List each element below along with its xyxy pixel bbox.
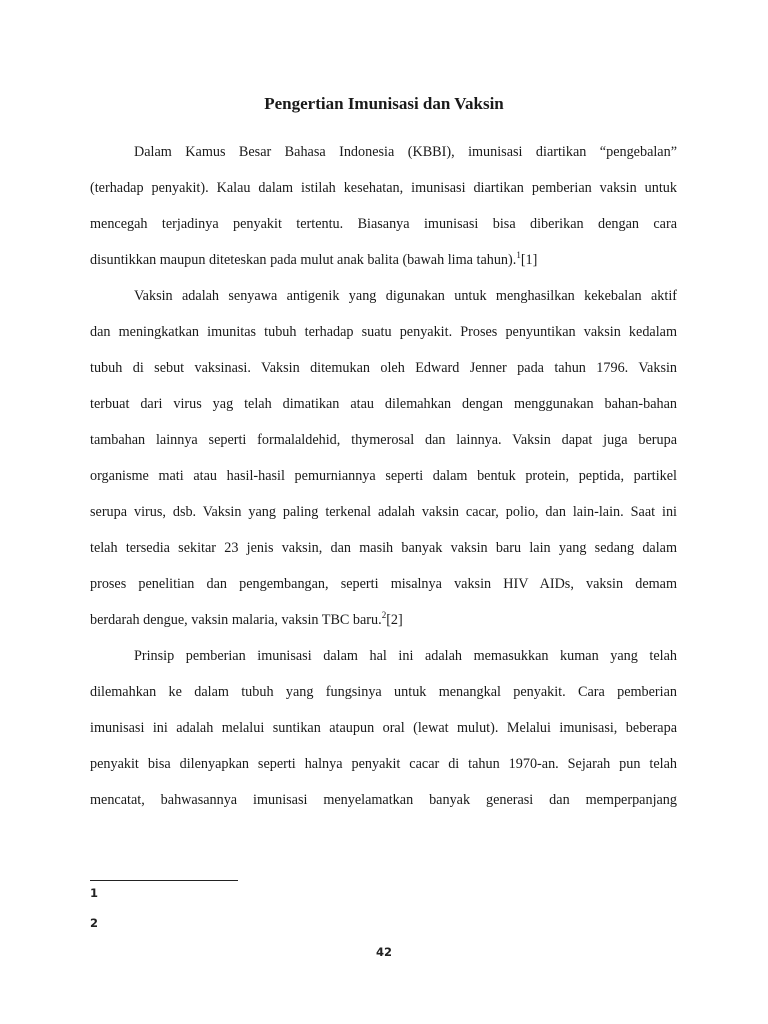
footnote-mark[interactable]: 2 <box>381 610 387 620</box>
text-line <box>90 610 677 630</box>
text-line-content: disuntikkan maupun diteteskan pada mulut anak balita (bawah lima tahun). <box>90 252 517 268</box>
text-line: mencatat, bahwasannya imunisasi menyelamatkan banyak generasi dan memperpanjang <box>90 792 677 808</box>
text-line: dan meningkatkan imunitas tubuh terhadap suatu penyakit. Proses penyuntikan vaksin kedalam <box>90 324 677 340</box>
citation-ref[interactable]: [1] <box>520 252 538 268</box>
text-line: organisme mati atau hasil-hasil pemurniannya seperti dalam bentuk protein, peptida, partikel <box>90 468 677 484</box>
footnote-number: 1 <box>90 886 99 900</box>
page-title: Pengertian Imunisasi dan Vaksin <box>264 94 504 113</box>
text-line: terbuat dari virus yag telah dimatikan atau dilemahkan dengan menggunakan bahan-bahan <box>90 396 677 412</box>
footnote-number: 2 <box>90 916 99 930</box>
footnote-mark[interactable]: 1 <box>516 250 521 260</box>
text-line: (terhadap penyakit). Kalau dalam istilah kesehatan, imunisasi diartikan pemberian vaksin untuk <box>90 180 677 196</box>
text-line: serupa virus, dsb. Vaksin yang paling terkenal adalah vaksin cacar, polio, dan lain-lain. Saat ini <box>90 504 677 520</box>
text-line: penyakit bisa dilenyapkan seperti halnya penyakit cacar di tahun 1970-an. Sejarah pun telah <box>90 756 677 772</box>
text-line: Prinsip pemberian imunisasi dalam hal ini adalah memasukkan kuman yang telah <box>134 648 677 664</box>
text-line: Vaksin adalah senyawa antigenik yang digunakan untuk menghasilkan kekebalan aktif <box>134 288 677 304</box>
text-line: tambahan lainnya seperti formalaldehid, thymerosal dan lainnya. Vaksin dapat juga berupa <box>90 432 677 448</box>
text-line: dilemahkan ke dalam tubuh yang fungsinya untuk menangkal penyakit. Cara pemberian <box>90 684 677 700</box>
text-line-content: berdarah dengue, vaksin malaria, vaksin TBC baru. <box>90 612 382 628</box>
text-line: mencegah terjadinya penyakit tertentu. Biasanya imunisasi bisa diberikan dengan cara <box>90 216 677 232</box>
text-line: imunisasi ini adalah melalui suntikan ataupun oral (lewat mulut). Melalui imunisasi, beberapa <box>90 720 677 736</box>
text-line: Dalam Kamus Besar Bahasa Indonesia (KBBI), imunisasi diartikan “pengebalan” <box>134 144 677 160</box>
text-line: telah tersedia sekitar 23 jenis vaksin, dan masih banyak vaksin baru lain yang sedang dalam <box>90 540 677 556</box>
citation-ref[interactable]: [2] <box>386 612 403 628</box>
text-line <box>90 250 677 270</box>
page-number: 42 <box>375 945 392 959</box>
text-line: tubuh di sebut vaksinasi. Vaksin ditemukan oleh Edward Jenner pada tahun 1796. Vaksin <box>90 360 677 376</box>
footnote-separator <box>90 880 238 881</box>
text-line: proses penelitian dan pengembangan, seperti misalnya vaksin HIV AIDs, vaksin demam <box>90 576 677 592</box>
